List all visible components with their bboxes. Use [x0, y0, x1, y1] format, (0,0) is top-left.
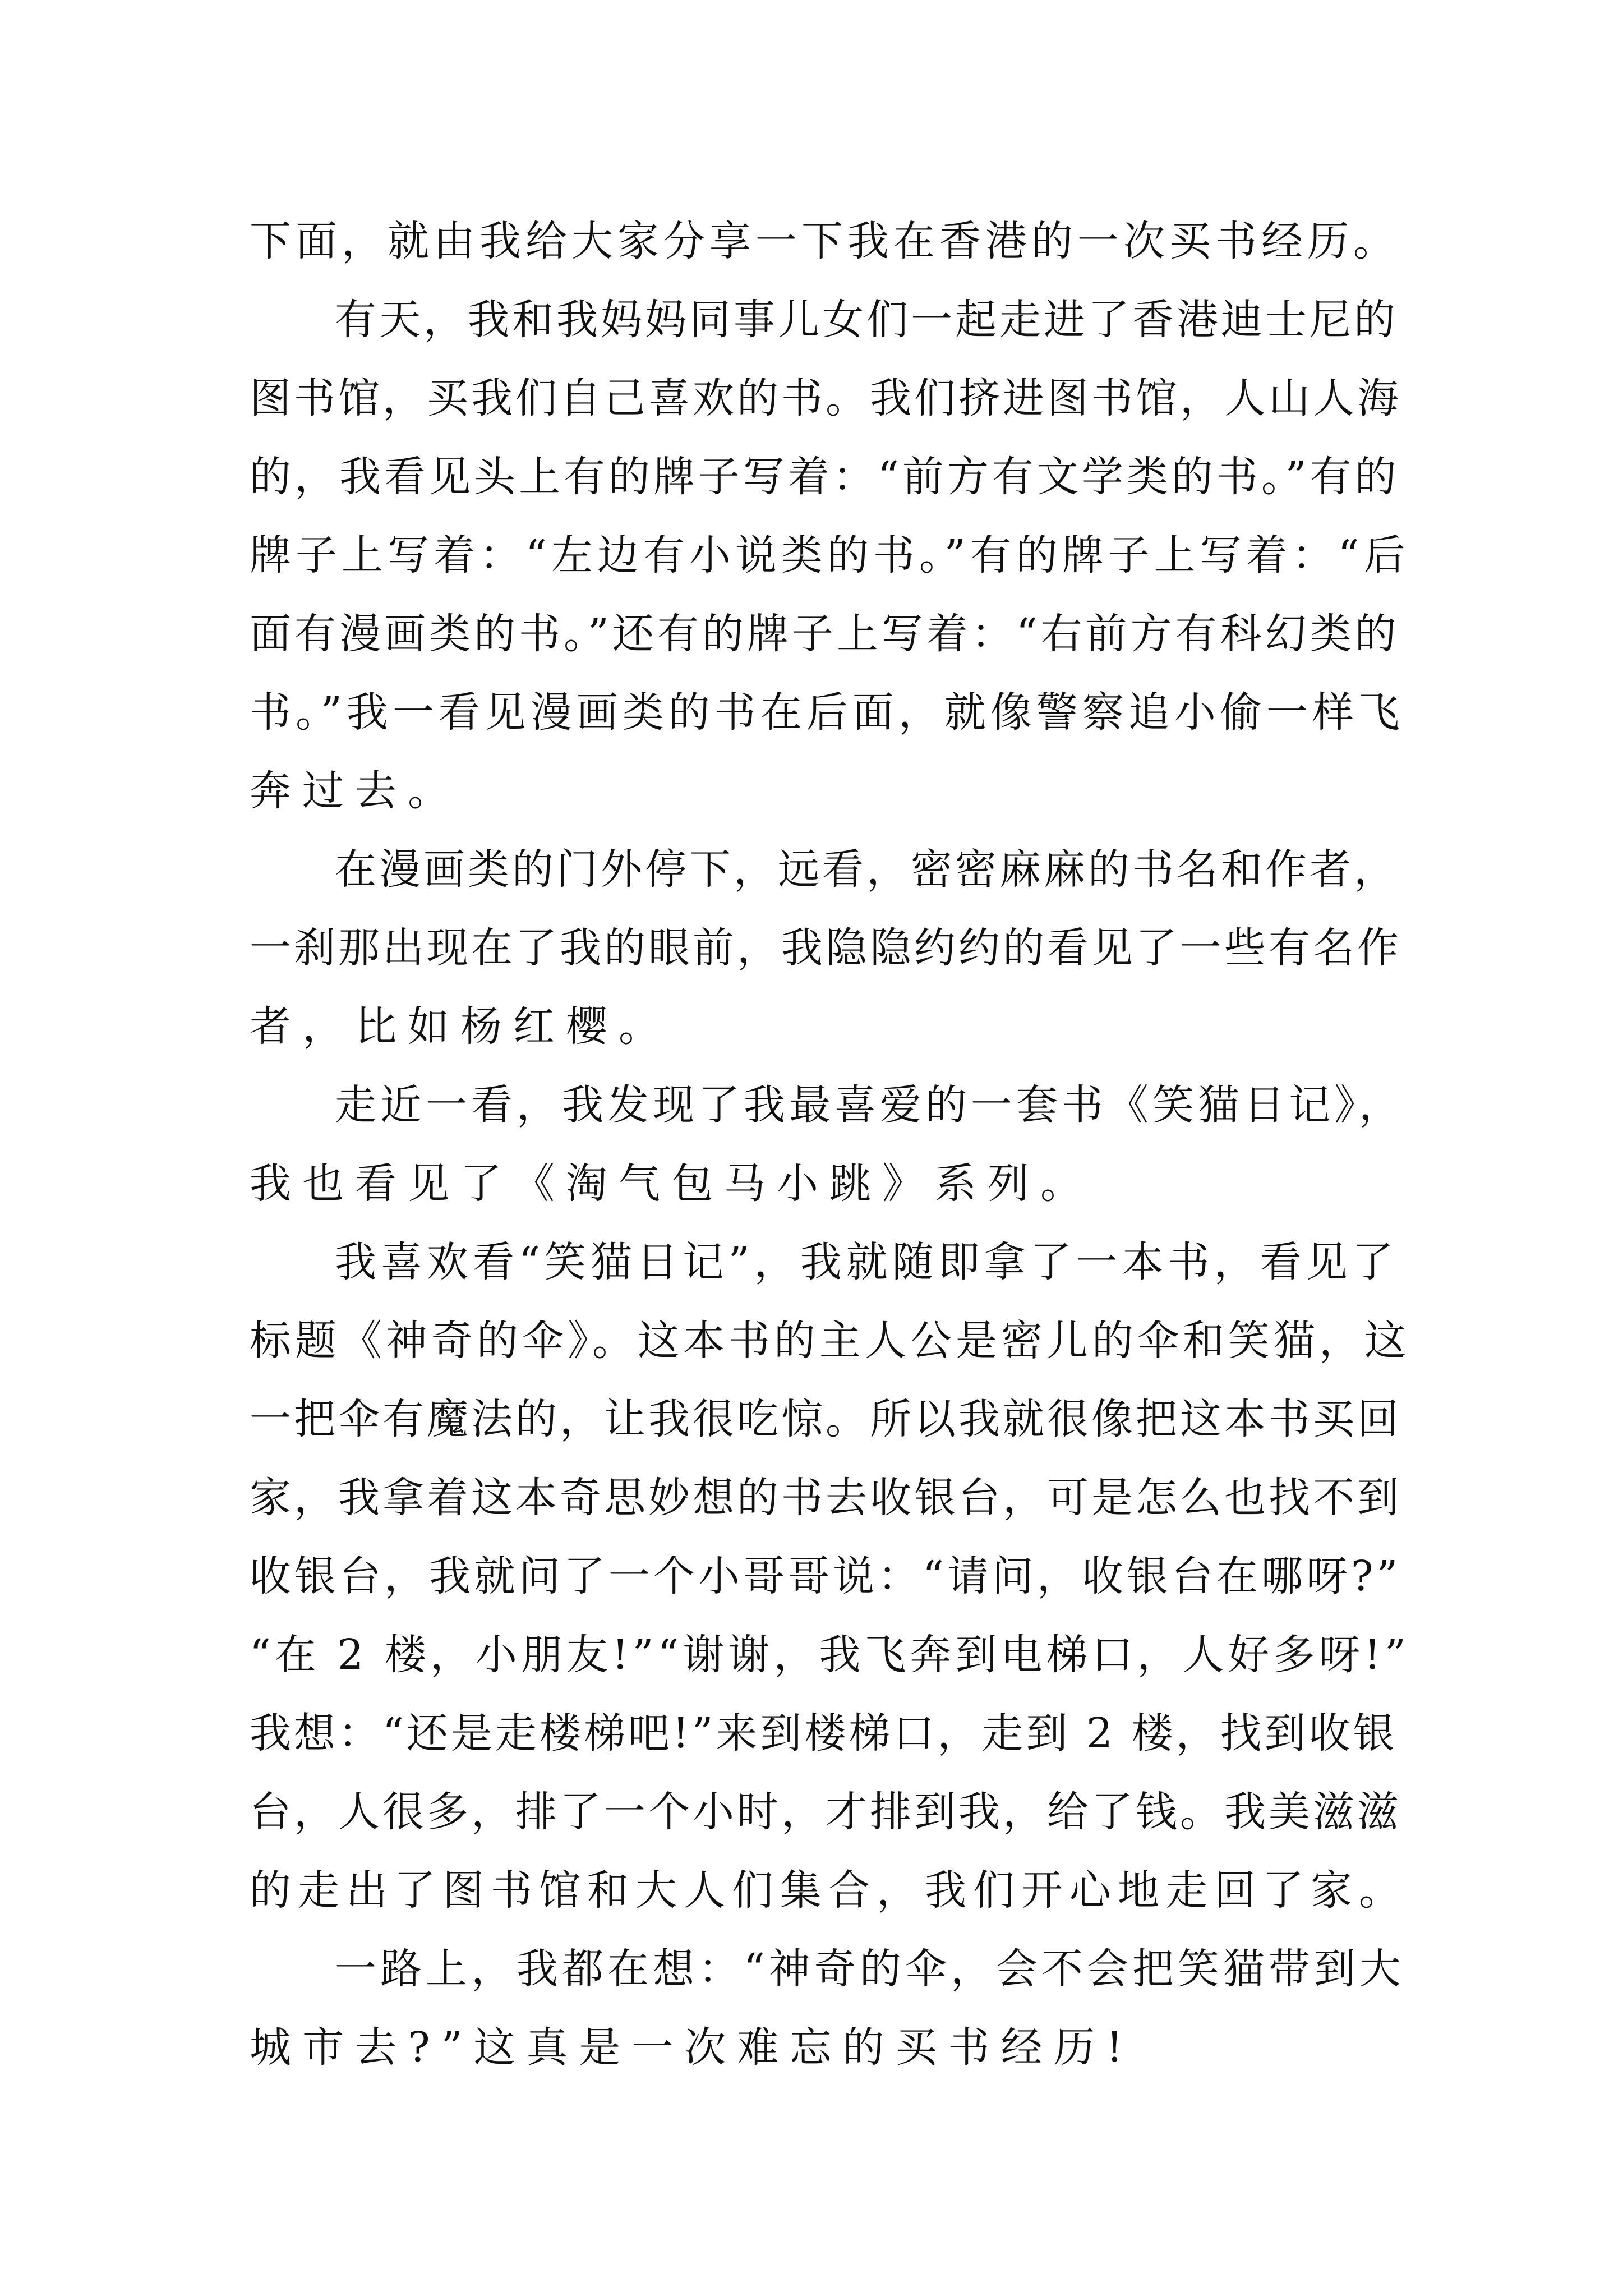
text-line: 城市去?”这真是一次难忘的买书经历!	[250, 2023, 1135, 2072]
text-line: 面有漫画类的书。”还有的牌子上写着：“右前方有科幻类的	[250, 610, 1400, 658]
text-line: 家，我拿着这本奇思妙想的书去收银台，可是怎么也找不到	[250, 1474, 1401, 1522]
text-line: 收银台，我就问了一个小哥哥说：“请问，收银台在哪呀?”	[250, 1552, 1401, 1600]
paragraph-start-line: 有天，我和我妈妈同事儿女们一起走进了香港迪士尼的	[335, 296, 1398, 344]
text-line: 标题《神奇的伞》。这本书的主人公是密儿的伞和笑猫，这	[250, 1317, 1410, 1365]
text-line: 我想：“还是走楼梯吧!”来到楼梯口，走到 2 楼，找到收银	[250, 1709, 1398, 1757]
text-line: 的走出了图书馆和大人们集合，我们开心地走回了家。	[250, 1866, 1407, 1915]
text-line: “在 2 楼，小朋友!”“谢谢，我飞奔到电梯口，人好多呀!”	[250, 1631, 1410, 1679]
text-line: 书。”我一看见漫画类的书在后面，就像警察追小偷一样飞	[250, 688, 1404, 737]
text-line: 奔过去。	[250, 767, 460, 815]
text-line: 的，我看见头上有的牌子写着：“前方有文学类的书。”有的	[250, 453, 1400, 501]
text-line: 一把伞有魔法的，让我很吃惊。所以我就很像把这本书买回	[250, 1395, 1401, 1443]
paragraph-start-line: 在漫画类的门外停下，远看，密密麻麻的书名和作者，	[335, 845, 1398, 894]
paragraph-start-line: 走近一看，我发现了我最喜爱的一套书《笑猫日记》，	[335, 1081, 1404, 1129]
paragraph-start-line: 一路上，我都在想：“神奇的伞，会不会把笑猫带到大	[335, 1945, 1405, 1993]
text-line: 一刹那出现在了我的眼前，我隐隐约约的看见了一些有名作	[250, 924, 1401, 972]
text-line: 牌子上写着：“左边有小说类的书。”有的牌子上写着：“后	[250, 531, 1410, 579]
text-line: 我也看见了《淘气包马小跳》系列。	[250, 1159, 1093, 1208]
paragraph-start-line: 我喜欢看“笑猫日记”，我就随即拿了一本书，看见了	[335, 1238, 1398, 1286]
text-line: 台，人很多，排了一个小时，才排到我，给了钱。我美滋滋	[250, 1788, 1401, 1836]
text-line: 者，比如杨红樱。	[250, 1002, 671, 1051]
text-line: 下面，就由我给大家分享一下我在香港的一次买书经历。	[250, 217, 1399, 265]
text-line: 图书馆，买我们自己喜欢的书。我们挤进图书馆，人山人海	[250, 374, 1401, 422]
